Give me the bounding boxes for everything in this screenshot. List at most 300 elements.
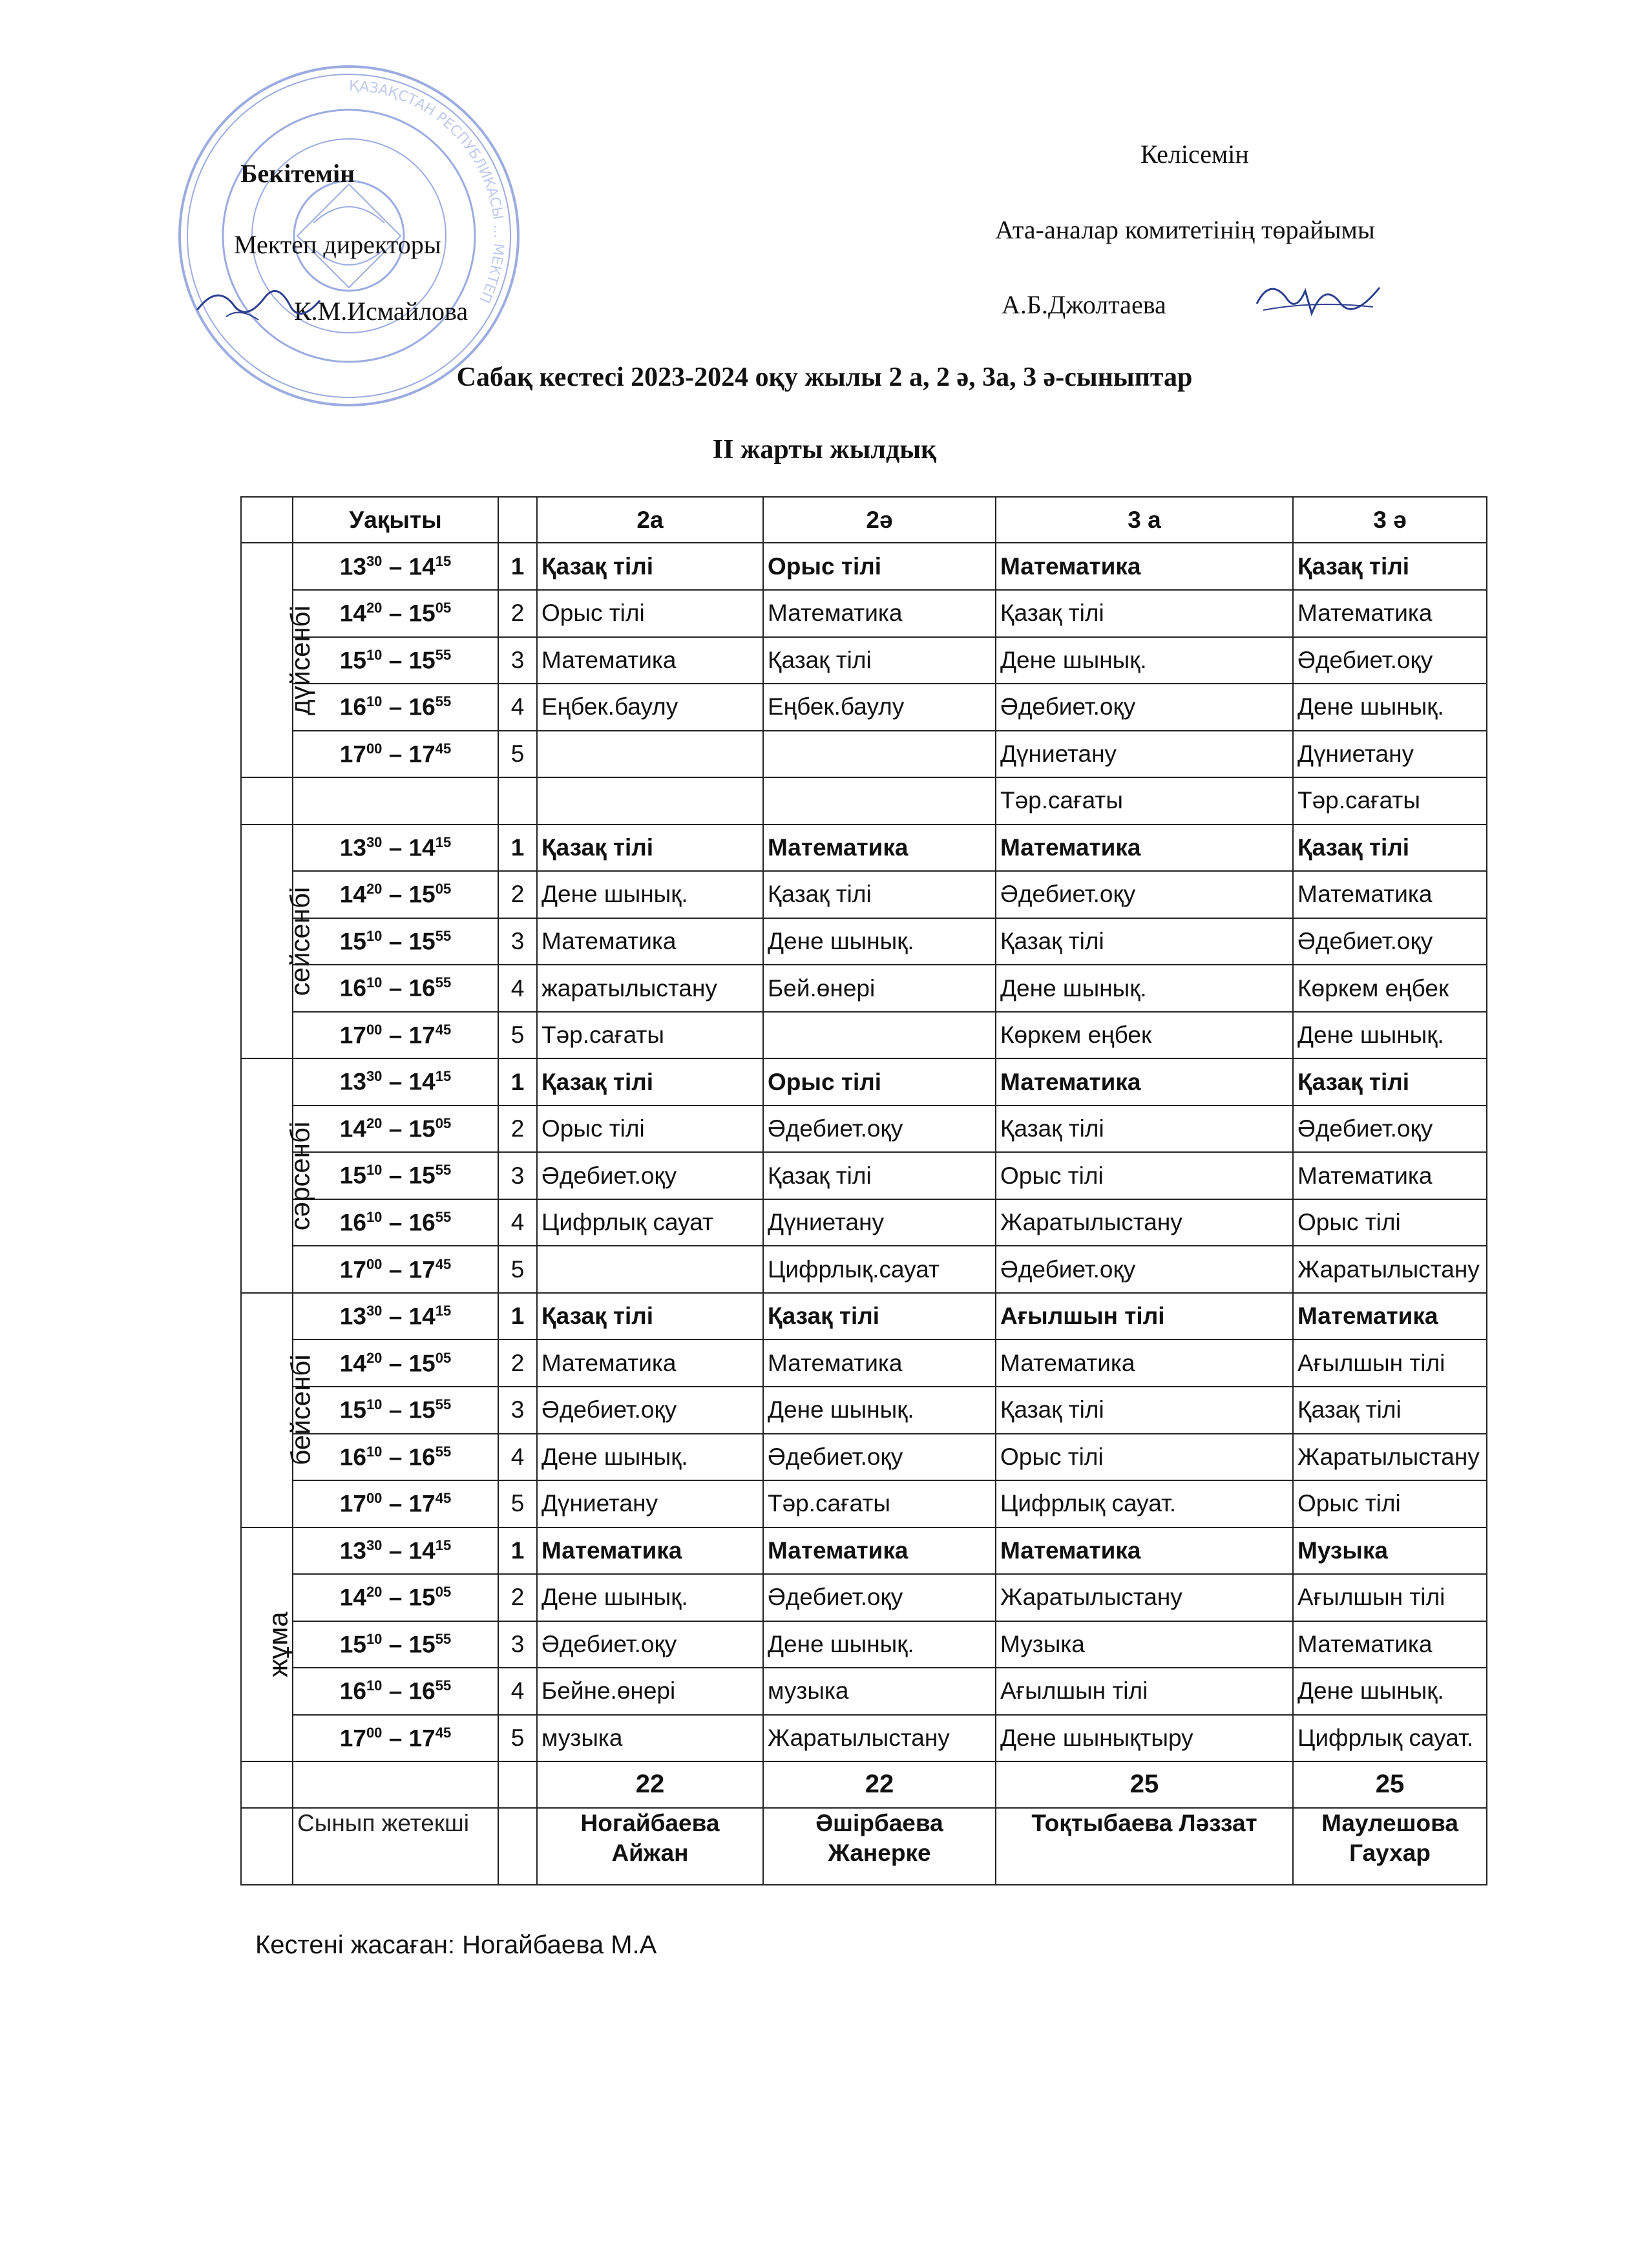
lesson-time: $17^{00} - 17^{45}$ [293, 1012, 498, 1059]
time-start-hour: 14 [339, 881, 366, 908]
time-start-minute: 10 [366, 1396, 383, 1413]
subject-cell [763, 731, 996, 778]
lesson-row [241, 1199, 1487, 1246]
subject-cell: Әдебиет.оқу [996, 1246, 1293, 1293]
subject-cell: Дене шынық. [537, 871, 763, 918]
subject-cell: Орыс тілі [1293, 1199, 1487, 1246]
lesson-time: $13^{30} - 14^{15}$ [293, 1293, 498, 1340]
subject-cell: Ағылшын тілі [1293, 1574, 1487, 1621]
extra-row [241, 777, 1487, 824]
lesson-number: 2 [498, 1106, 537, 1153]
subject-cell: Дене шынық. [537, 1434, 763, 1481]
subject-cell: Қазақ тілі [1293, 824, 1487, 872]
subject-cell: Дене шынық. [996, 965, 1293, 1012]
subject-cell: Цифрлық.сауат [763, 1246, 996, 1293]
day-label [241, 1293, 316, 1528]
student-count: 25 [1293, 1761, 1487, 1807]
subject-cell: Әдебиет.оқу [537, 1621, 763, 1668]
time-start-minute: 20 [366, 1349, 383, 1366]
time-start-minute: 00 [366, 740, 383, 757]
time-start-hour: 15 [339, 1396, 366, 1423]
lesson-number: 1 [498, 1528, 537, 1575]
time-start-minute: 30 [366, 834, 383, 850]
time-start-hour: 15 [339, 1631, 366, 1658]
subject-cell: Орыс тілі [537, 590, 763, 637]
lesson-number: 3 [498, 918, 537, 965]
lesson-row [241, 1106, 1487, 1153]
lesson-time: $16^{10} - 16^{55}$ [293, 1668, 498, 1715]
time-start-hour: 15 [339, 646, 366, 673]
time-start-minute: 10 [366, 1162, 383, 1179]
lesson-row [241, 871, 1487, 918]
time-end-hour: 15 [408, 1349, 436, 1376]
time-start-minute: 30 [366, 1068, 383, 1085]
empty-cell [241, 777, 293, 824]
subject-cell [537, 777, 763, 824]
lesson-time: $15^{10} - 15^{55}$ [293, 637, 498, 684]
lesson-time: $16^{10} - 16^{55}$ [293, 1434, 498, 1481]
time-start-minute: 10 [366, 1208, 383, 1225]
empty-cell [498, 1808, 537, 1885]
subject-cell: Еңбек.баулу [537, 684, 763, 731]
lesson-number: 1 [498, 543, 537, 590]
subject-cell: Тәр.сағаты [537, 1012, 763, 1059]
time-end-hour: 15 [408, 1396, 436, 1423]
subject-cell: Математика [1293, 1621, 1487, 1668]
time-end-minute: 15 [435, 834, 452, 850]
time-end-minute: 55 [435, 1162, 452, 1179]
day-label [241, 824, 315, 1059]
subject-cell: Дүниетану [1293, 731, 1487, 778]
time-end-minute: 55 [435, 1677, 452, 1694]
header-row [241, 497, 1487, 543]
class-teacher-name: Ногайбаева Айжан [537, 1808, 763, 1885]
subject-cell: Ағылшын тілі [996, 1668, 1293, 1715]
lesson-row [241, 1528, 1487, 1575]
subject-cell [763, 1012, 996, 1059]
time-end-minute: 05 [435, 1115, 452, 1131]
approve-name: К.М.Исмайлова [294, 297, 468, 326]
subject-cell: Математика [996, 543, 1293, 590]
subject-cell: Қазақ тілі [537, 824, 763, 872]
time-end-hour: 17 [408, 740, 436, 767]
subject-cell: Дене шынық. [537, 1574, 763, 1621]
time-end-hour: 15 [408, 928, 436, 955]
time-start-minute: 10 [366, 927, 383, 944]
subject-cell [537, 731, 763, 778]
subject-cell: Еңбек.баулу [763, 684, 996, 731]
subject-cell: Математика [537, 918, 763, 965]
lesson-row [241, 1621, 1487, 1668]
time-start-hour: 15 [339, 928, 366, 955]
subject-cell: Қазақ тілі [537, 543, 763, 590]
subject-cell: Дене шынық. [763, 1387, 996, 1434]
lesson-row [241, 1715, 1487, 1762]
time-start-hour: 17 [339, 1490, 366, 1517]
lesson-number: 5 [498, 1480, 537, 1528]
lesson-number: 5 [498, 1715, 537, 1762]
approve-label: Бекітемін [240, 159, 355, 188]
subject-cell: Бей.өнері [763, 965, 996, 1012]
lesson-row [241, 918, 1487, 965]
subject-cell: Музыка [996, 1621, 1293, 1668]
lesson-row [241, 684, 1487, 731]
lesson-number: 2 [498, 1339, 537, 1387]
subject-cell: Қазақ тілі [996, 918, 1293, 965]
time-end-hour: 14 [408, 552, 436, 580]
time-start-hour: 16 [339, 1677, 366, 1705]
subject-cell: Қазақ тілі [763, 1152, 996, 1199]
subject-cell: Математика [996, 1058, 1293, 1106]
subject-cell: Математика [1293, 871, 1487, 918]
lesson-row [241, 637, 1487, 684]
class-teacher-label: Сынып жетекші [293, 1808, 498, 1885]
time-start-minute: 00 [366, 1021, 383, 1038]
subject-cell [763, 777, 996, 824]
subject-cell: Көркем еңбек [1293, 965, 1487, 1012]
subject-cell: Математика [996, 1528, 1293, 1575]
time-end-minute: 55 [435, 974, 452, 991]
time-end-minute: 15 [435, 1537, 452, 1553]
lesson-time: $14^{20} - 15^{05}$ [293, 1574, 498, 1621]
time-start-hour: 17 [339, 740, 366, 767]
lesson-time: $15^{10} - 15^{55}$ [293, 1621, 498, 1668]
subject-cell: Тәр.сағаты [996, 777, 1293, 824]
agree-label: Келісемін [1140, 140, 1249, 169]
subject-cell: Орыс тілі [537, 1106, 763, 1153]
lesson-time: $16^{10} - 16^{55}$ [293, 1199, 498, 1246]
director-signature [187, 271, 330, 342]
lesson-row [241, 824, 1487, 872]
day-name: сәрсенбі [284, 1121, 315, 1230]
subject-cell: Цифрлық сауат [537, 1199, 763, 1246]
lesson-number: 3 [498, 637, 537, 684]
lesson-number: 3 [498, 1387, 537, 1434]
subject-cell: Әдебиет.оқу [996, 684, 1293, 731]
lesson-number: 5 [498, 1012, 537, 1059]
lesson-time: $14^{20} - 15^{05}$ [293, 1339, 498, 1387]
lesson-time: $13^{30} - 14^{15}$ [293, 543, 498, 590]
lesson-number: 2 [498, 1574, 537, 1621]
time-end-hour: 17 [408, 1725, 436, 1752]
time-start-minute: 30 [366, 1537, 383, 1553]
lesson-time: $17^{00} - 17^{45}$ [293, 731, 498, 778]
time-start-hour: 13 [339, 552, 366, 580]
time-end-minute: 55 [435, 927, 452, 944]
subject-cell: Әдебиет.оқу [763, 1574, 996, 1621]
lesson-row [241, 1434, 1487, 1481]
lesson-number: 2 [498, 590, 537, 637]
header-cell: 3 а [996, 497, 1293, 543]
time-end-minute: 45 [435, 1724, 452, 1741]
subject-cell: Дүниетану [763, 1199, 996, 1246]
lesson-number: 3 [498, 1152, 537, 1199]
time-start-minute: 20 [366, 600, 383, 616]
subject-cell: Математика [537, 1528, 763, 1575]
subject-cell: Математика [537, 1339, 763, 1387]
lesson-row [241, 1293, 1487, 1340]
lesson-row [241, 1339, 1487, 1387]
subject-cell: Дүниетану [537, 1480, 763, 1528]
lesson-time: $14^{20} - 15^{05}$ [293, 1106, 498, 1153]
subject-cell: Ағылшын тілі [996, 1293, 1293, 1340]
lesson-time: $17^{00} - 17^{45}$ [293, 1480, 498, 1528]
lesson-row [241, 1058, 1487, 1106]
subject-cell: Дене шынық. [996, 637, 1293, 684]
subject-cell: Тәр.сағаты [763, 1480, 996, 1528]
time-start-minute: 10 [366, 693, 383, 710]
lesson-time: $16^{10} - 16^{55}$ [293, 965, 498, 1012]
agree-position: Ата-аналар комитетінің төрайымы [995, 215, 1375, 244]
subject-cell: Цифрлық сауат. [1293, 1715, 1487, 1762]
subject-cell: Математика [1293, 1152, 1487, 1199]
subject-cell: Жаратылыстану [763, 1715, 996, 1762]
lesson-number: 4 [498, 1199, 537, 1246]
lesson-row [241, 1387, 1487, 1434]
subject-cell: Математика [763, 590, 996, 637]
time-end-minute: 15 [435, 1068, 452, 1085]
time-end-minute: 45 [435, 1255, 452, 1272]
subject-cell: музыка [763, 1668, 996, 1715]
time-end-hour: 15 [408, 1631, 436, 1658]
time-start-hour: 14 [339, 1115, 366, 1142]
class-teacher-name: Әшірбаева Жанерке [763, 1808, 996, 1885]
time-end-hour: 14 [408, 1537, 436, 1564]
subject-cell: Көркем еңбек [996, 1012, 1293, 1059]
footer-compiled-by: Кестені жасаған: Ногайбаева М.А [255, 1931, 657, 1959]
header-cell: Уақыты [293, 497, 498, 543]
time-end-hour: 16 [408, 974, 436, 1002]
time-end-hour: 16 [408, 1209, 436, 1236]
student-count: 22 [537, 1761, 763, 1807]
subject-cell: Жаратылыстану [996, 1199, 1293, 1246]
day-name: бейсенбі [285, 1354, 316, 1465]
subject-cell: Дене шынық. [763, 918, 996, 965]
lesson-time: $17^{00} - 17^{45}$ [293, 1715, 498, 1762]
class-teacher-name: Тоқтыбаева Ләззат [996, 1808, 1293, 1885]
lesson-time: $17^{00} - 17^{45}$ [293, 1246, 498, 1293]
time-end-minute: 45 [435, 1490, 452, 1507]
lesson-row [241, 1574, 1487, 1621]
subject-cell: Дене шынықтыру [996, 1715, 1293, 1762]
lesson-row [241, 1668, 1487, 1715]
time-start-minute: 10 [366, 974, 383, 991]
lesson-time: $13^{30} - 14^{15}$ [293, 824, 498, 872]
subject-cell: Математика [996, 1339, 1293, 1387]
committee-signature [1250, 268, 1389, 326]
subject-cell [537, 1246, 763, 1293]
class-teacher-row [241, 1808, 1487, 1885]
time-start-minute: 10 [366, 646, 383, 663]
subject-cell: Орыс тілі [763, 543, 996, 590]
lesson-number: 1 [498, 1293, 537, 1340]
subject-cell: Әдебиет.оқу [1293, 637, 1487, 684]
time-end-minute: 55 [435, 1630, 452, 1647]
time-end-hour: 15 [408, 1162, 436, 1189]
time-start-hour: 17 [339, 1022, 366, 1049]
empty-cell [293, 777, 498, 824]
subject-cell: Орыс тілі [996, 1152, 1293, 1199]
subject-cell: Математика [763, 1528, 996, 1575]
time-start-hour: 14 [339, 600, 366, 627]
empty-cell [498, 777, 537, 824]
subject-cell: жаратылыстану [537, 965, 763, 1012]
time-start-minute: 20 [366, 1584, 383, 1601]
student-count-row [241, 1761, 1487, 1807]
time-end-hour: 15 [408, 646, 436, 673]
time-start-hour: 15 [339, 1162, 366, 1189]
day-name: дүйсенбі [284, 605, 315, 715]
subject-cell: Қазақ тілі [1293, 543, 1487, 590]
time-start-minute: 10 [366, 1443, 383, 1460]
lesson-number: 5 [498, 731, 537, 778]
lesson-number: 4 [498, 1668, 537, 1715]
time-start-hour: 16 [339, 1209, 366, 1236]
header-corner [241, 497, 293, 543]
subject-cell: Орыс тілі [1293, 1480, 1487, 1528]
subject-cell: Тәр.сағаты [1293, 777, 1487, 824]
time-end-minute: 45 [435, 1021, 452, 1038]
lesson-row [241, 543, 1487, 590]
subject-cell: Жаратылыстану [996, 1574, 1293, 1621]
time-end-hour: 17 [408, 1490, 436, 1517]
time-end-hour: 16 [408, 1677, 436, 1705]
header-cell: 3 ә [1293, 497, 1487, 543]
time-end-hour: 14 [408, 1303, 436, 1330]
time-start-hour: 13 [339, 1303, 366, 1330]
subject-cell: Бейне.өнері [537, 1668, 763, 1715]
subject-cell: Қазақ тілі [763, 637, 996, 684]
time-start-hour: 16 [339, 974, 366, 1002]
lesson-time: $14^{20} - 15^{05}$ [293, 871, 498, 918]
time-end-hour: 15 [408, 1115, 436, 1142]
time-start-hour: 16 [339, 693, 366, 720]
day-label [241, 543, 315, 777]
subject-cell: Жаратылыстану [1293, 1246, 1487, 1293]
time-start-minute: 30 [366, 1303, 383, 1319]
subject-cell: Әдебиет.оқу [996, 871, 1293, 918]
time-start-minute: 10 [366, 1630, 383, 1647]
lesson-number: 3 [498, 1621, 537, 1668]
time-start-minute: 00 [366, 1255, 383, 1272]
empty-cell [498, 1761, 537, 1807]
time-end-hour: 15 [408, 881, 436, 908]
subject-cell: Әдебиет.оқу [537, 1152, 763, 1199]
time-end-minute: 55 [435, 1443, 452, 1460]
subject-cell: Дене шынық. [1293, 684, 1487, 731]
time-end-hour: 15 [408, 1584, 436, 1611]
time-start-minute: 00 [366, 1490, 383, 1507]
document-subtitle: ІІ жарты жылдық [712, 435, 937, 465]
subject-cell: Дене шынық. [1293, 1012, 1487, 1059]
lesson-number: 4 [498, 1434, 537, 1481]
subject-cell: Қазақ тілі [1293, 1387, 1487, 1434]
time-start-hour: 14 [339, 1349, 366, 1376]
subject-cell: Қазақ тілі [763, 1293, 996, 1340]
subject-cell: Жаратылыстану [1293, 1434, 1487, 1481]
lesson-number: 4 [498, 965, 537, 1012]
time-end-hour: 16 [408, 1443, 436, 1470]
day-label [241, 1058, 315, 1293]
subject-cell: Әдебиет.оқу [763, 1434, 996, 1481]
time-end-minute: 55 [435, 1396, 452, 1413]
time-end-hour: 16 [408, 693, 436, 720]
subject-cell: Математика [763, 824, 996, 872]
time-start-hour: 17 [339, 1255, 366, 1283]
time-end-minute: 55 [435, 693, 452, 710]
time-start-hour: 13 [339, 834, 366, 861]
header-cell: 2ә [763, 497, 996, 543]
subject-cell: Әдебиет.оқу [537, 1387, 763, 1434]
time-start-hour: 16 [339, 1443, 366, 1470]
lesson-time: $13^{30} - 14^{15}$ [293, 1528, 498, 1575]
subject-cell: Қазақ тілі [996, 1387, 1293, 1434]
subject-cell: Қазақ тілі [996, 1106, 1293, 1153]
lesson-time: $16^{10} - 16^{55}$ [293, 684, 498, 731]
subject-cell: Дене шынық. [1293, 1668, 1487, 1715]
subject-cell: Дене шынық. [763, 1621, 996, 1668]
time-end-hour: 15 [408, 600, 436, 627]
subject-cell: Қазақ тілі [996, 590, 1293, 637]
subject-cell: Математика [1293, 1293, 1487, 1340]
subject-cell: Математика [1293, 590, 1487, 637]
time-end-hour: 17 [408, 1022, 436, 1049]
time-start-hour: 17 [339, 1725, 366, 1752]
subject-cell: Орыс тілі [763, 1058, 996, 1106]
time-start-hour: 14 [339, 1584, 366, 1611]
day-label [241, 1528, 293, 1762]
time-start-minute: 20 [366, 1115, 383, 1131]
time-end-minute: 05 [435, 881, 452, 898]
student-count: 25 [996, 1761, 1293, 1807]
time-end-minute: 55 [435, 1208, 452, 1225]
subject-cell: Математика [537, 637, 763, 684]
time-start-minute: 20 [366, 881, 383, 898]
subject-cell: Орыс тілі [996, 1434, 1293, 1481]
day-name: жұма [262, 1612, 293, 1677]
day-name: сейсенбі [284, 887, 315, 996]
lesson-row [241, 1012, 1487, 1059]
lesson-row [241, 1152, 1487, 1199]
agree-name: А.Б.Джолтаева [1002, 290, 1166, 319]
time-start-hour: 13 [339, 1068, 366, 1095]
header-cell [498, 497, 537, 543]
lesson-row [241, 965, 1487, 1012]
lesson-time: $15^{10} - 15^{55}$ [293, 1387, 498, 1434]
subject-cell: Дүниетану [996, 731, 1293, 778]
time-end-minute: 55 [435, 646, 452, 663]
lesson-row [241, 731, 1487, 778]
subject-cell: Математика [763, 1339, 996, 1387]
subject-cell: Әдебиет.оқу [1293, 1106, 1487, 1153]
empty-cell [241, 1808, 293, 1885]
time-end-minute: 05 [435, 1584, 452, 1601]
time-end-minute: 45 [435, 740, 452, 757]
lesson-time: $13^{30} - 14^{15}$ [293, 1058, 498, 1106]
lesson-time: $15^{10} - 15^{55}$ [293, 918, 498, 965]
time-end-hour: 17 [408, 1255, 436, 1283]
lesson-row [241, 1480, 1487, 1528]
subject-cell: Ағылшын тілі [1293, 1339, 1487, 1387]
lesson-number: 1 [498, 1058, 537, 1106]
lesson-number: 4 [498, 684, 537, 731]
time-start-minute: 00 [366, 1724, 383, 1741]
lesson-row [241, 1246, 1487, 1293]
empty-cell [241, 1761, 293, 1807]
subject-cell: Математика [996, 824, 1293, 872]
subject-cell: Қазақ тілі [537, 1293, 763, 1340]
lesson-number: 5 [498, 1246, 537, 1293]
